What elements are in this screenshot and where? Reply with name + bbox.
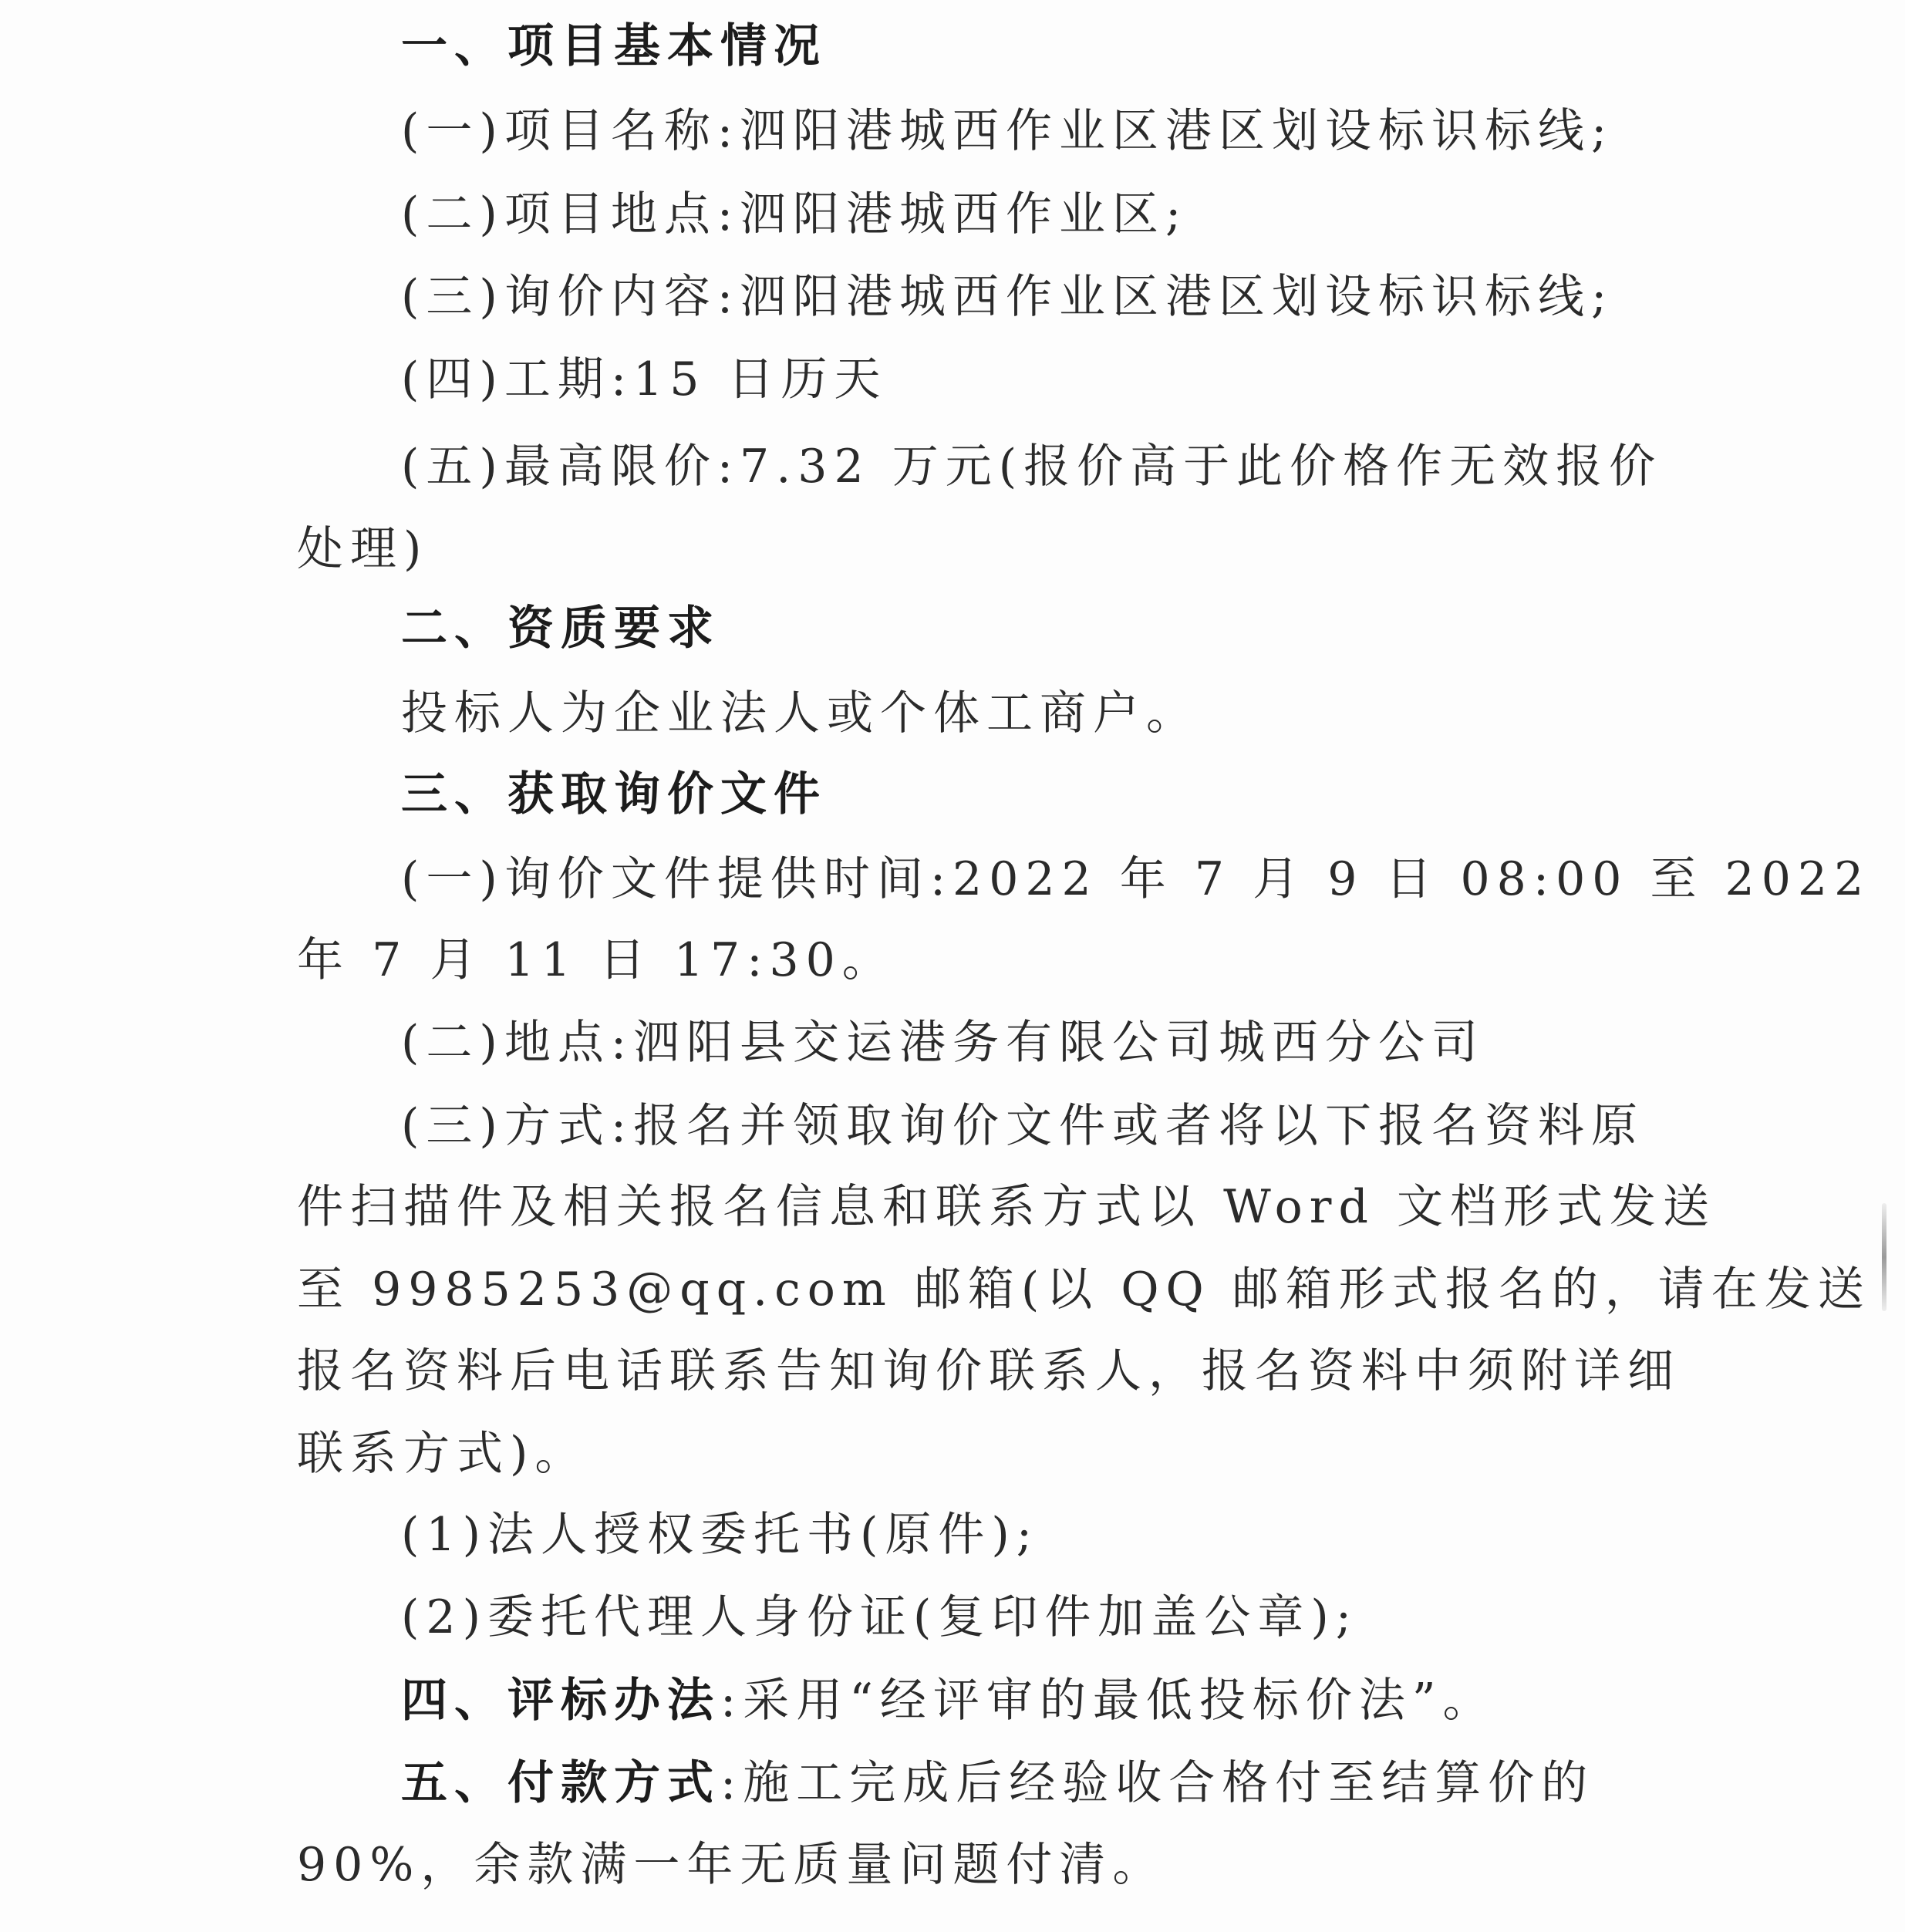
document-place-line: (二)地点:泗阳县交运港务有限公司城西分公司	[401, 1016, 1485, 1070]
document-method-line-5: 联系方式)。	[297, 1427, 588, 1481]
scan-edge-mark	[1882, 1203, 1886, 1311]
evaluation-method-text: :采用“经评审的最低投标价法”。	[720, 1674, 1496, 1728]
payment-method-text: :施工完成后经验收合格付至结算价的	[720, 1756, 1595, 1810]
section-3-heading: 三、获取询价文件	[401, 767, 827, 821]
project-name-line: (一)项目名称:泗阳港城西作业区港区划设标识标线;	[401, 104, 1614, 158]
section-5-line	[401, 1752, 1594, 1814]
document-method-line-3: 至 9985253@qq.com 邮箱(以 QQ 邮箱形式报名的，请在发送	[297, 1263, 1871, 1317]
max-price-line-continued: 处理)	[297, 522, 429, 576]
document-method-line-2: 件扫描件及相关报名信息和联系方式以 Word 文档形式发送	[297, 1180, 1716, 1234]
document-time-line: (一)询价文件提供时间:2022 年 7 月 9 日 08:00 至 2022	[401, 852, 1871, 906]
project-location-line: (二)项目地点:泗阳港城西作业区;	[401, 187, 1189, 241]
qualification-text: 投标人为企业法人或个体工商户。	[401, 686, 1199, 740]
duration-line: (四)工期:15 日历天	[401, 352, 888, 406]
section-1-heading: 一、项目基本情况	[401, 19, 827, 73]
inquiry-content-line: (三)询价内容:泗阳港城西作业区港区划设标识标线;	[401, 270, 1614, 324]
document-method-line-4: 报名资料后电话联系告知询价联系人，报名资料中须附详细	[297, 1344, 1681, 1398]
section-4-heading: 四、评标办法	[401, 1674, 720, 1728]
payment-method-text-continued: 90%，余款满一年无质量问题付清。	[297, 1838, 1166, 1892]
section-4-line	[401, 1670, 1496, 1731]
max-price-line: (五)最高限价:7.32 万元(报价高于此价格作无效报价	[401, 440, 1663, 494]
required-doc-1: (1)法人授权委托书(原件);	[401, 1508, 1040, 1562]
section-5-heading: 五、付款方式	[401, 1756, 720, 1810]
section-2-heading: 二、资质要求	[401, 602, 720, 656]
required-doc-2: (2)委托代理人身份证(复印件加盖公章);	[401, 1590, 1359, 1644]
document-method-line-1: (三)方式:报名并领取询价文件或者将以下报名资料原	[401, 1099, 1645, 1153]
document-time-line-continued: 年 7 月 11 日 17:30。	[297, 933, 895, 987]
